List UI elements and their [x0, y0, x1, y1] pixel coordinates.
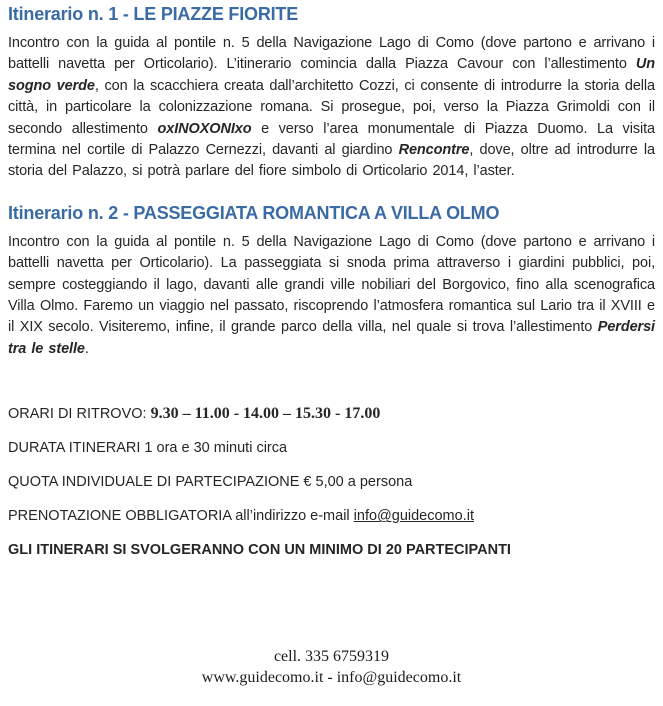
section-1-heading: Itinerario n. 1 - LE PIAZZE FIORITE — [8, 4, 299, 24]
text-run: , dove, oltre ad introdurre la storia del Palazzo, si potrà parlare del fiore simbolo di Orticolario 2014, l’aster. — [8, 142, 655, 180]
text-run: oxINOXONIxo — [157, 120, 252, 137]
text-run: PRENOTAZIONE OBBLIGATORIA all’indirizzo e-mail — [8, 508, 354, 525]
text-run: Un sogno verde — [8, 56, 655, 94]
footer — [8, 646, 655, 688]
detail-orari-di-ritrovo — [8, 404, 655, 424]
text-run: ORARI DI RITROVO: — [8, 406, 151, 423]
text-run: Rencontre — [398, 142, 470, 159]
text-run: Perdersi tra le stelle — [8, 319, 655, 357]
section-2-heading: Itinerario n. 2 - PASSEGGIATA ROMANTICA A VILLA OLMO — [8, 202, 500, 223]
text-run: Incontro con la guida al pontile n. 5 della Navigazione Lago di Como (dove partono e arrivano i battelli navetta per Orticolario). La passeggiata si snoda prima attraverso i giardini pubblici, poi, sempre costeggiando il lago, davanti alle grandi ville nobiliari del Borgovico, fino alla scenografica Villa Olmo. Faremo un viaggio nel passato, riscoprendo l’atmosfera romantica sul Lario tra il XVIII e il XIX secolo. Visiteremo, infine, il grande parco della villa, nel quale si trova l’allestimento — [8, 233, 655, 336]
detail-minimo-partecipanti — [8, 540, 655, 560]
details-block — [8, 404, 655, 560]
detail-quota-partecipazione — [8, 472, 655, 492]
footer-phone: cell. 335 6759319 — [273, 648, 390, 666]
text-run: . — [84, 340, 89, 357]
text-run: QUOTA INDIVIDUALE DI PARTECIPAZIONE € 5,00 a persona — [8, 474, 413, 491]
footer-web: www.guidecomo.it - info@guidecomo.it — [201, 669, 462, 687]
text-run: e verso l’area monumentale di Piazza Duomo. La visita termina nel cortile di Palazzo Cernezzi, davanti al giardino — [8, 120, 655, 159]
text-run: Incontro con la guida al pontile n. 5 della Navigazione Lago di Como (dove partono e arrivano i battelli navetta per Orticolario). L’itinerario comincia dalla Piazza Cavour con l’allestimento — [8, 35, 655, 73]
section-itinerario-2 — [8, 202, 655, 360]
detail-prenotazione — [8, 506, 655, 526]
email-link[interactable]: info@guidecomo.it — [353, 508, 474, 525]
section-itinerario-1 — [8, 3, 655, 183]
text-run: DURATA ITINERARI 1 ora e 30 minuti circa — [8, 440, 288, 457]
text-run: GLI ITINERARI SI SVOLGERANNO CON UN MINIMO DI 20 PARTECIPANTI — [8, 542, 511, 559]
detail-durata-itinerari — [8, 438, 655, 458]
text-run: 9.30 – 11.00 - 14.00 – 15.30 - 17.00 — [150, 405, 381, 423]
section-1-paragraph — [8, 33, 655, 183]
section-2-paragraph — [8, 232, 655, 360]
text-run: , con la scacchiera creata dall’architetto Cozzi, ci consente di introdurre la storia della città, in particolare la colonizzazione romana. Si prosegue, poi, verso la Piazza Grimoldi con il secondo allestimento — [8, 77, 655, 137]
